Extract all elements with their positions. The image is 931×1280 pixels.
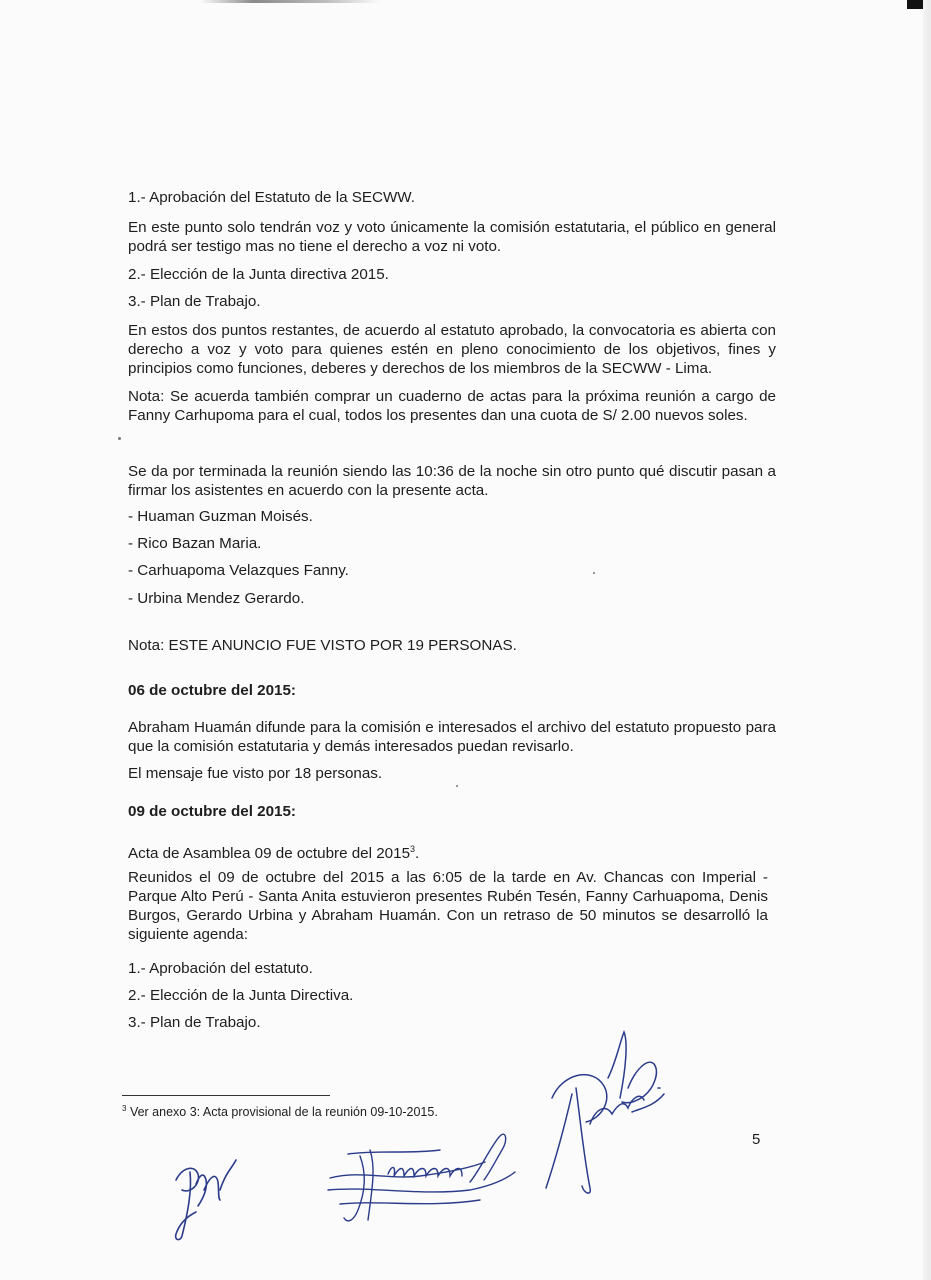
signature-left: [168, 1150, 248, 1245]
agenda-item-2: 2.- Elección de la Junta directiva 2015.: [128, 266, 389, 283]
oct06-body: Abraham Huamán difunde para la comisión e interesados el archivo del estatuto propuesto para que la comisión estatutaria y demás interesados puedan revisarlo.: [128, 719, 776, 755]
agenda-item-3: 3.- Plan de Trabajo.: [128, 293, 261, 310]
footnote: [122, 1104, 438, 1119]
oct09-agenda-2: 2.- Elección de la Junta Directiva.: [128, 987, 354, 1004]
signatory-4: - Urbina Mendez Gerardo.: [128, 590, 305, 607]
signature-center: [320, 1120, 530, 1235]
footnote-number: 3: [122, 1104, 127, 1113]
oct06-views: El mensaje fue visto por 18 personas.: [128, 765, 383, 782]
heading-oct09: 09 de octubre del 2015:: [128, 803, 296, 820]
note-views-19: Nota: ESTE ANUNCIO FUE VISTO POR 19 PERSONAS.: [128, 637, 517, 654]
agenda-item-1-detail: En este punto solo tendrán voz y voto únicamente la comisión estatutaria, el público en general podrá ser testigo mas no tiene el derecho a voz ni voto.: [128, 219, 776, 255]
acta-title-period: .: [415, 845, 420, 863]
oct09-agenda-3: 3.- Plan de Trabajo.: [128, 1014, 261, 1031]
signatory-2: - Rico Bazan Maria.: [128, 535, 262, 552]
acta-title-text: Acta de Asamblea 09 de octubre del 2015: [128, 845, 411, 863]
closing-paragraph: Se da por terminada la reunión siendo las 10:36 de la noche sin otro punto qué discutir pasan a firmar los asistentes en acuerdo con la presente acta.: [128, 463, 776, 499]
page-number: 5: [752, 1131, 761, 1148]
heading-oct06: 06 de octubre del 2015:: [128, 682, 296, 699]
oct09-body: Reunidos el 09 de octubre del 2015 a las 6:05 de la tarde en Av. Chancas con Imperial - Parque Alto Perú - Santa Anita estuvieron presentes Rubén Tesén, Fanny Carhuapoma, Denis Burgos, Gerardo Urbina y Abraham Huamán. Con un retraso de 50 minutos se desarrolló la siguiente agenda:: [128, 869, 768, 943]
signatory-3: - Carhuapoma Velazques Fanny.: [128, 562, 349, 579]
signature-right: [532, 1028, 672, 1203]
acta-footnote-ref: 3: [410, 844, 416, 854]
remaining-points-paragraph: En estos dos puntos restantes, de acuerdo al estatuto aprobado, la convocatoria es abierta con derecho a voz y voto para quienes estén en pleno conocimiento de los objetivos, fines y principios como funciones, deberes y derechos de los miembros de la SECWW - Lima.: [128, 322, 776, 377]
acta-title: [128, 840, 419, 863]
oct09-agenda-1: 1.- Aprobación del estatuto.: [128, 960, 313, 977]
note-notebook-paragraph: Nota: Se acuerda también comprar un cuaderno de actas para la próxima reunión a cargo de Fanny Carhupoma para el cual, todos los presentes dan una cuota de S/ 2.00 nuevos soles.: [128, 388, 776, 424]
scan-top-mark: [200, 0, 380, 3]
scan-speck-3: [593, 572, 595, 574]
scan-right-edge: [923, 0, 931, 1280]
scan-speck-1: [118, 437, 121, 440]
signatory-1: - Huaman Guzman Moisés.: [128, 508, 313, 525]
scan-speck-2: [456, 785, 458, 787]
footnote-text: Ver anexo 3: Acta provisional de la reunión 09-10-2015.: [129, 1105, 438, 1120]
agenda-item-1: 1.- Aprobación del Estatuto de la SECWW.: [128, 189, 416, 206]
footnote-rule: [122, 1095, 330, 1096]
